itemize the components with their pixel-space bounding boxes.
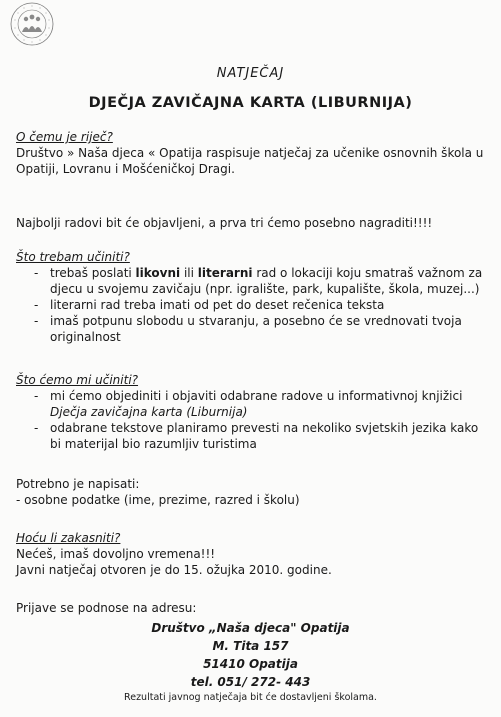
seal-stamp: [10, 2, 54, 46]
we-heading: Što ćemo mi učiniti?: [16, 373, 139, 387]
late-heading: Hoću li zakasniti?: [16, 531, 121, 545]
todo-item1-pre: trebaš poslati: [50, 266, 136, 280]
intro-heading: O čemu je riječ?: [16, 130, 113, 144]
intro-text: Društvo » Naša djeca « Opatija raspisuje natječaj za učenike osnovnih škola u Opatiji, Lovranu i Mošćeničkoj Dragi.: [16, 146, 484, 176]
todo-item1-post: rad o lokaciji koju smatraš važnom za djecu u svojemu zavičaju (npr. igralište, park, kupalište, škola, muzej...): [50, 266, 483, 296]
list-item: - imaš potpunu slobodu u stvaranju, a posebno će se vrednovati tvoja originalnost: [16, 313, 487, 345]
booklet-title: Dječja zavičajna karta (Liburnija): [50, 405, 248, 419]
children-seal-icon: [22, 15, 42, 32]
we-list: [16, 388, 487, 452]
needed-heading: Potrebno je napisati:: [16, 477, 140, 491]
needed-section: [16, 476, 487, 508]
best-works-line: Najbolji radovi bit će objavljeni, a prva tri ćemo posebno nagraditi!!!!: [16, 216, 433, 230]
notice-title: DJEČJA ZAVIČAJNA KARTA (LIBURNIJA): [88, 95, 413, 111]
list-item: - odabrane tekstove planiramo prevesti na nekoliko svjetskih jezika kako bi materijal bio razumljiv turistima: [16, 420, 487, 452]
late-line1: Nećeš, imaš dovoljno vremena!!!: [16, 547, 216, 561]
list-item: [16, 388, 487, 420]
address-line3: 51410 Opatija: [203, 657, 298, 671]
we-section: [16, 372, 487, 452]
address-intro: Prijave se podnose na adresu:: [16, 601, 197, 615]
list-item: [16, 265, 487, 297]
address-line2: M. Tita 157: [212, 639, 289, 653]
todo-item1-art: likovni: [135, 266, 181, 280]
phone-line: tel. 051/ 272- 443: [190, 675, 311, 689]
deadline-line: Javni natječaj otvoren je do 15. ožujka 2010. godine.: [16, 563, 332, 577]
address-line1: Društvo „Naša djeca" Opatija: [151, 621, 350, 635]
notice-kicker: NATJEČAJ: [216, 66, 285, 81]
todo-list: [16, 265, 487, 345]
needed-item: - osobne podatke (ime, prezime, razred i školu): [16, 493, 300, 507]
footnote: Rezultati javnog natječaja bit će dostavljeni školama.: [124, 692, 377, 703]
list-item: - literarni rad treba imati od pet do deset rečenica teksta: [16, 297, 487, 313]
late-section: [16, 530, 487, 578]
todo-heading: Što trebam učiniti?: [16, 250, 130, 264]
todo-section: [16, 249, 487, 345]
todo-item1-mid: ili: [180, 266, 198, 280]
todo-item1-literary: literarni: [197, 266, 253, 280]
intro-section: [16, 129, 487, 177]
we-item1-pre: mi ćemo objediniti i objaviti odabrane radove u informativnoj knjižici: [50, 389, 463, 403]
